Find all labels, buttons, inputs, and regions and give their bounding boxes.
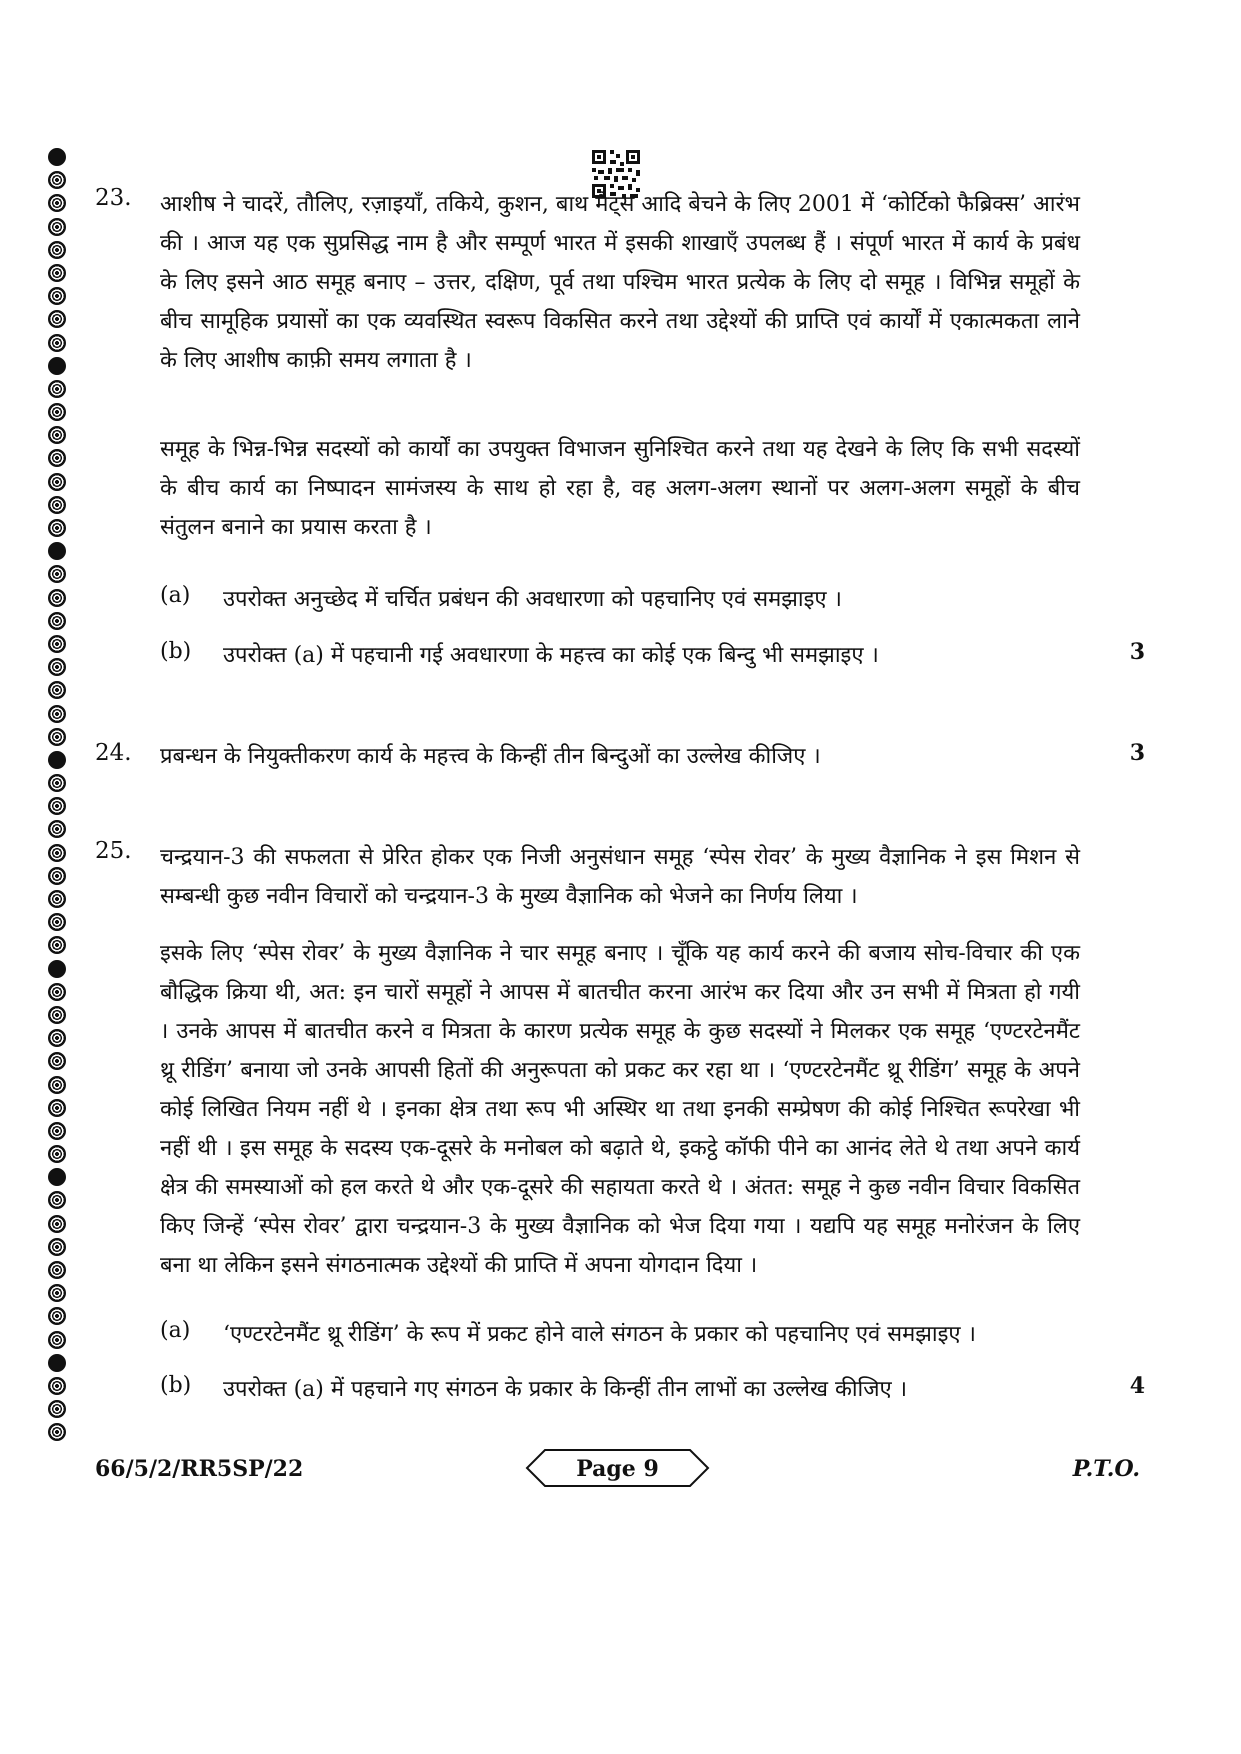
question-number: 23. (95, 185, 132, 211)
margin-ring (48, 287, 66, 305)
margin-ring (48, 705, 66, 723)
question-number: 24. (95, 740, 132, 766)
margin-ring (48, 473, 66, 491)
margin-ring (48, 449, 66, 467)
paper-code: 66/5/2/RR5SP/22 (95, 1456, 304, 1482)
margin-ring (48, 1052, 66, 1070)
margin-ring (48, 403, 66, 421)
margin-ring (48, 1029, 66, 1047)
margin-ring (48, 844, 66, 862)
please-turn-over: P.T.O. (1072, 1456, 1140, 1482)
margin-ring (48, 890, 66, 908)
sub-question-label: (a) (160, 1318, 191, 1343)
margin-ring (48, 728, 66, 746)
margin-ring (48, 426, 66, 444)
margin-ring (48, 542, 66, 560)
question-paragraph: इसके लिए ‘स्पेस रोवर’ के मुख्य वैज्ञानिक ने चार समूह बनाए । चूँकि यह कार्य करने की बजाय सोच-विचार की एक बौद्धिक क्रिया थी, अत: इन चारों समूहों ने आपस में बातचीत करना आरंभ कर दिया और उन सभी में मित्रता हो गयी । उनके आपस में बातचीत करने व मित्रता के कारण प्रत्येक समूह के कुछ सदस्यों ने मिलकर एक समूह ‘एण्टरटेनमैंट थ्रू रीडिंग’ बनाया जो उनके आपसी हितों की अनुरूपता को प्रकट कर रहा था । ‘एण्टरटेनमैंट थ्रू रीडिंग’ समूह के अपने कोई लिखित नियम नहीं थे । इनका क्षेत्र तथा रूप भी अस्थिर था तथा इनकी सम्प्रेषण की कोई निश्चित रूपरेखा भी नहीं थी । इस समूह के सदस्य एक-दूसरे के मनोबल को बढ़ाते थे, इकट्ठे कॉफी पीने का आनंद लेते थे तथा अपने कार्य क्षेत्र की समस्याओं को हल करते थे और एक-दूसरे की सहायता करते थे । अंतत: समूह ने कुछ नवीन विचार विकसित किए जिन्हें ‘स्पेस रोवर’ द्वारा चन्द्रयान-3 के मुख्य वैज्ञानिक को भेज दिया गया । यद्यपि यह समूह मनोरंजन के लिए बना था लेकिन इसने संगठनात्मक उद्देश्यों की प्राप्ति में अपना योगदान दिया । (160, 941, 1080, 1278)
margin-ring (48, 1331, 66, 1349)
margin-ring (48, 334, 66, 352)
margin-ring (48, 218, 66, 236)
sub-question-label: (a) (160, 583, 191, 608)
margin-ring (48, 1238, 66, 1256)
sub-question-text: उपरोक्त (a) में पहचानी गई अवधारणा के महत्त्व का कोई एक बिन्दु भी समझाइए । (223, 643, 879, 668)
margin-ring (48, 357, 66, 375)
margin-ring (48, 1145, 66, 1163)
margin-ring (48, 565, 66, 583)
margin-ring (48, 867, 66, 885)
sub-question-label: (b) (160, 639, 192, 664)
margin-ring (48, 1168, 66, 1186)
margin-ring (48, 1191, 66, 1209)
sub-question-label: (b) (160, 1373, 192, 1398)
margin-ring (48, 612, 66, 630)
margin-ring-strip (46, 148, 74, 1447)
margin-ring (48, 1006, 66, 1024)
page-number-badge (525, 1448, 710, 1488)
margin-ring (48, 1076, 66, 1094)
margin-ring (48, 751, 66, 769)
margin-ring (48, 1261, 66, 1279)
page-number: Page 9 (576, 1456, 659, 1482)
margin-ring (48, 589, 66, 607)
sub-question-text: उपरोक्त (a) में पहचाने गए संगठन के प्रकार के किन्हीं तीन लाभों का उल्लेख कीजिए । (223, 1377, 908, 1402)
margin-ring (48, 820, 66, 838)
margin-ring (48, 1400, 66, 1418)
margin-ring (48, 983, 66, 1001)
margin-ring (48, 797, 66, 815)
marks: 3 (1129, 740, 1145, 766)
margin-ring (48, 1307, 66, 1325)
margin-ring (48, 171, 66, 189)
margin-ring (48, 681, 66, 699)
margin-ring (48, 241, 66, 259)
page-footer (95, 1448, 1140, 1490)
margin-ring (48, 380, 66, 398)
marks: 3 (1129, 639, 1145, 665)
margin-ring (48, 1122, 66, 1140)
margin-ring (48, 774, 66, 792)
margin-ring (48, 1354, 66, 1372)
margin-ring (48, 658, 66, 676)
margin-ring (48, 1215, 66, 1233)
margin-ring (48, 1377, 66, 1395)
question-text: प्रबन्धन के नियुक्तीकरण कार्य के महत्त्व के किन्हीं तीन बिन्दुओं का उल्लेख कीजिए । (160, 744, 821, 769)
question-paragraph: समूह के भिन्न-भिन्न सदस्यों को कार्यों का उपयुक्त विभाजन सुनिश्चित करने तथा यह देखने के लिए कि सभी सदस्यों के बीच कार्य का निष्पादन सामंजस्य के साथ हो रहा है, वह अलग-अलग स्थानों पर अलग-अलग समूहों के बीच संतुलन बनाने का प्रयास करता है । (160, 437, 1080, 540)
question-paragraph: आशीष ने चादरें, तौलिए, रज़ाइयाँ, तकिये, कुशन, बाथ मैट्स आदि बेचने के लिए 2001 में ‘कोर्टिको फैब्रिक्स’ आरंभ की । आज यह एक सुप्रसिद्ध नाम है और सम्पूर्ण भारत में इसकी शाखाएँ उपलब्ध हैं । संपूर्ण भारत में कार्य के प्रबंध के लिए इसने आठ समूह बनाए – उत्तर, दक्षिण, पूर्व तथा पश्चिम भारत प्रत्येक के लिए दो समूह । विभिन्न समूहों के बीच सामूहिक प्रयासों का एक व्यवस्थित स्वरूप विकसित करने तथा उद्देश्यों की प्राप्ति एवं कार्यों में एकात्मकता लाने के लिए आशीष काफ़ी समय लगाता है । (160, 192, 1080, 373)
question-paragraph: चन्द्रयान-3 की सफलता से प्रेरित होकर एक निजी अनुसंधान समूह ‘स्पेस रोवर’ के मुख्य वैज्ञानिक ने इस मिशन से सम्बन्धी कुछ नवीन विचारों को चन्द्रयान-3 के मुख्य वैज्ञानिक को भेजने का निर्णय लिया । (160, 845, 1080, 909)
margin-ring (48, 496, 66, 514)
margin-ring (48, 519, 66, 537)
margin-ring (48, 1099, 66, 1117)
margin-ring (48, 936, 66, 954)
margin-ring (48, 148, 66, 166)
sub-question-text: उपरोक्त अनुच्छेद में चर्चित प्रबंधन की अवधारणा को पहचानिए एवं समझाइए । (223, 587, 842, 612)
margin-ring (48, 913, 66, 931)
margin-ring (48, 264, 66, 282)
margin-ring (48, 960, 66, 978)
margin-ring (48, 1423, 66, 1441)
margin-ring (48, 310, 66, 328)
marks: 4 (1129, 1373, 1145, 1399)
margin-ring (48, 1284, 66, 1302)
sub-question-text: ‘एण्टरटेनमैंट थ्रू रीडिंग’ के रूप में प्रकट होने वाले संगठन के प्रकार को पहचानिए एवं समझाइए । (223, 1322, 976, 1347)
margin-ring (48, 635, 66, 653)
margin-ring (48, 194, 66, 212)
question-number: 25. (95, 838, 132, 864)
